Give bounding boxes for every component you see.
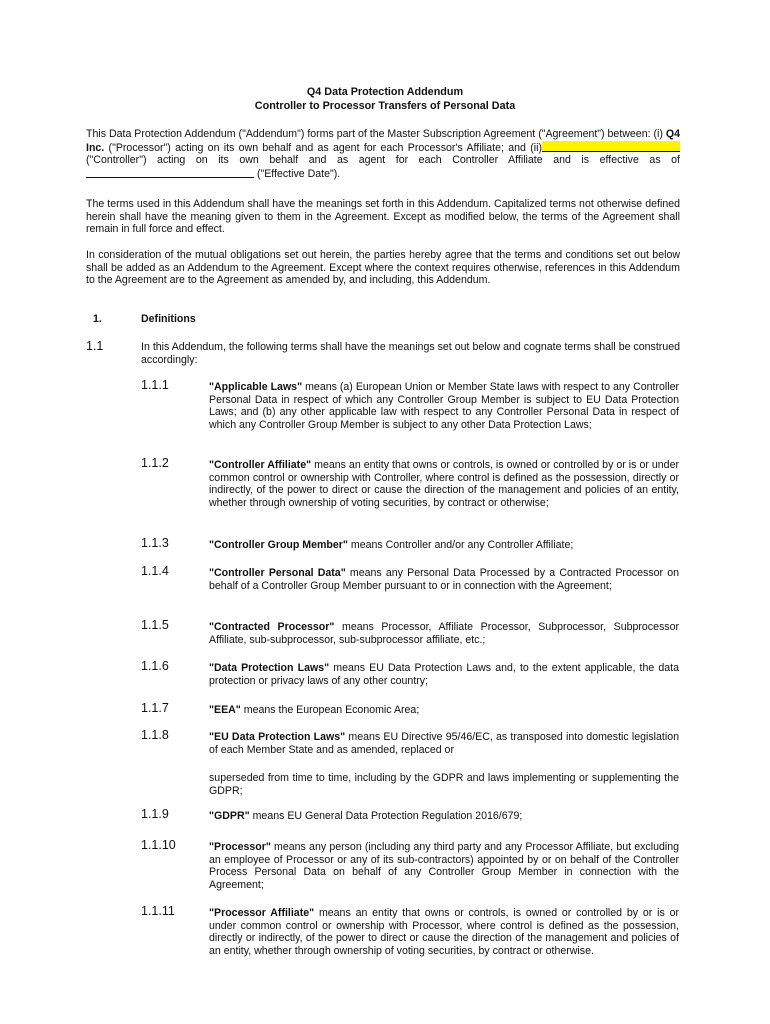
- definition-number: 1.1.8: [141, 728, 169, 742]
- definition-number: 1.1.7: [141, 701, 169, 715]
- definition-term: "Contracted Processor": [209, 621, 335, 633]
- definition-body: means EU General Data Protection Regulation 2016/679;: [249, 810, 523, 822]
- definition-body: means any person (including any third party and any Processor Affiliate, but excluding an employee of Processor or any of its sub-contractors) appointed by or on behalf of the Controller Process Personal Data on behalf of any Controller Group Member in connection with the Agreement;: [209, 841, 679, 891]
- consideration-paragraph: In consideration of the mutual obligations set out herein, the parties hereby agree that the terms and conditions set out below shall be added as an Addendum to the Agreement. Except where the context requires otherwise, references in this Addendum to the Agreement are to the Agreement as amended by, and including, this Addendum.: [86, 249, 680, 287]
- definition-body: means EU Directive 95/46/EC, as transposed into domestic legislation of each Member State and as amended, replaced or: [209, 731, 679, 756]
- definition-number: 1.1.6: [141, 659, 169, 673]
- terms-paragraph: The terms used in this Addendum shall have the meanings set forth in this Addendum. Capitalized terms not otherwise defined herein shall have the meaning given to them in the Agreement. Except as modified below, the terms of the Agreement shall remain in full force and effect.: [86, 198, 680, 236]
- definition-number: 1.1.4: [141, 564, 169, 578]
- definition-text: [209, 459, 679, 509]
- subsection-number: 1.1: [86, 339, 104, 353]
- section-title: Definitions: [141, 313, 196, 325]
- definition-text: [209, 662, 679, 687]
- subsection-text: In this Addendum, the following terms shall have the meanings set out below and cognate terms shall be construed accordingly:: [141, 341, 680, 366]
- definition-number: 1.1.10: [141, 838, 176, 852]
- company-name: Q4 Inc.: [86, 128, 680, 154]
- definition-number: 1.1.2: [141, 456, 169, 470]
- definition-body: means EU Data Protection Laws and, to the extent applicable, the data protection or privacy laws of any other country;: [209, 662, 679, 687]
- definition-body: means an entity that owns or controls, is owned or controlled by or is or under common control or ownership with Processor, where control is defined as the possession, directly or indirectly, of the power to direct or cause the direction of the management and policies of an entity, whether through ownership of voting securities, by contract or otherwise.: [209, 907, 679, 957]
- section-number: 1.: [93, 313, 102, 325]
- intro-part-4: ("Effective Date").: [254, 167, 341, 180]
- definition-number: 1.1.5: [141, 618, 169, 632]
- definition-number: 1.1.9: [141, 807, 169, 821]
- definition-body: means an entity that owns or controls, is owned or controlled by or is or under common control or ownership with Controller, where control is defined as the possession, directly or indirectly, of the power to direct or cause the direction of the management and policies of an entity, whether through ownership of voting securities, by contract or otherwise;: [209, 459, 679, 509]
- definition-body: means the European Economic Area;: [240, 704, 420, 716]
- definition-term: "Controller Personal Data": [209, 567, 346, 579]
- intro-part-1: This Data Protection Addendum ("Addendum") forms part of the Master Subscription Agreement ("Agreement") between: (i): [86, 128, 666, 140]
- title-line-2: Controller to Processor Transfers of Personal Data: [254, 99, 516, 112]
- definition-term: "Controller Group Member": [209, 539, 348, 551]
- definition-term: "Controller Affiliate": [209, 459, 312, 471]
- definition-text: [209, 621, 679, 646]
- definition-text: [209, 841, 679, 891]
- definition-body: means Processor, Affiliate Processor, Subprocessor, Subprocessor Affiliate, sub-subprocessor, sub-subprocessor affiliate, etc.;: [209, 621, 679, 646]
- definition-body: means any Personal Data Processed by a Contracted Processor on behalf of a Controller Group Member pursuant to or in connection with the Agreement;: [209, 567, 679, 592]
- intro-part-2: ("Processor") acting on its own behalf and as agent for each Processor's Affiliate; and (ii): [104, 141, 542, 154]
- effective-date-blank[interactable]: [86, 167, 254, 178]
- intro-paragraph: [86, 128, 680, 180]
- definition-text: [209, 539, 679, 552]
- definition-continuation: superseded from time to time, including by the GDPR and laws implementing or supplementing the GDPR;: [209, 772, 679, 797]
- document-title: [0, 86, 770, 113]
- definition-text: [209, 567, 679, 592]
- definition-term: "GDPR": [209, 810, 250, 822]
- definition-number: 1.1.1: [141, 378, 169, 392]
- definition-text: [209, 731, 679, 756]
- definition-term: "Processor Affiliate": [209, 907, 315, 919]
- intro-part-3: ("Controller") acting on its own behalf and as agent for each Controller Affiliate and is effective as of: [86, 154, 680, 167]
- definition-term: "Processor": [209, 841, 271, 853]
- definition-text: [209, 704, 679, 717]
- definition-text: [209, 810, 679, 823]
- definition-number: 1.1.3: [141, 536, 169, 550]
- controller-name-blank[interactable]: [542, 141, 680, 152]
- definition-body: means Controller and/or any Controller Affiliate;: [347, 539, 574, 551]
- definition-number: 1.1.11: [141, 904, 175, 918]
- definition-term: "EEA": [209, 704, 241, 716]
- definition-text: [209, 381, 679, 431]
- title-line-1: Q4 Data Protection Addendum: [306, 86, 464, 98]
- definition-term: "Data Protection Laws": [209, 662, 330, 674]
- definition-term: "Applicable Laws": [209, 381, 303, 393]
- definition-body: means (a) European Union or Member State laws with respect to any Controller Personal Data in respect of which any Controller Group Member is subject to EU Data Protection Laws; and (b) any other applicable law with respect to any Controller Personal Data in respect of which any Controller Group Member is subject to any other Data Protection Laws;: [209, 381, 679, 431]
- definition-term: "EU Data Protection Laws": [209, 731, 346, 743]
- definition-text: [209, 907, 679, 957]
